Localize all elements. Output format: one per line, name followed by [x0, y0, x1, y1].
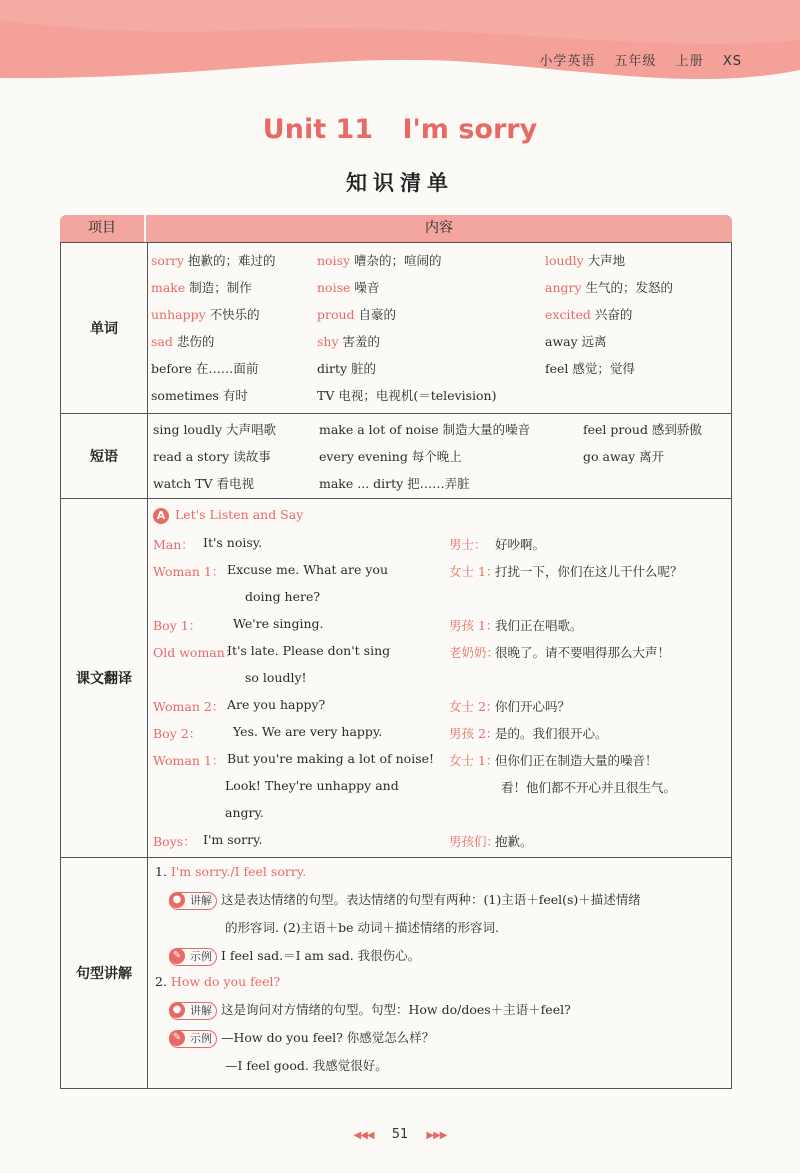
header-item: 项目	[60, 215, 144, 242]
pattern-heading	[155, 864, 306, 879]
word-zh: 自豪的	[358, 307, 397, 322]
example-text: —I feel good. 我感觉很好。	[225, 1058, 388, 1073]
word-entry	[545, 251, 625, 269]
pattern-number: 2.	[155, 974, 167, 989]
dialogue-zh: 我们正在唱歌。	[495, 618, 583, 633]
explain-text: 这是询问对方情绪的句型。句型：How do/does＋主语＋feel?	[221, 1002, 571, 1017]
word-entry	[317, 278, 379, 296]
word-zh: 感觉；觉得	[572, 361, 635, 376]
unit-number: Unit 11	[262, 114, 374, 145]
explain-text: 的形容词. (2)主语＋be 动词＋描述情绪的形容词.	[225, 920, 499, 935]
dialogue-zh-speaker: 男孩 2：	[449, 726, 499, 741]
example-line	[169, 946, 420, 966]
book-info	[525, 50, 742, 69]
book-subject: 小学英语	[539, 54, 596, 69]
pattern-heading	[155, 974, 280, 989]
unit-title	[0, 114, 800, 145]
word-entry	[317, 251, 442, 269]
explain-tag	[169, 892, 217, 910]
word-entry	[545, 359, 635, 377]
dialogue-en: Excuse me. What are you	[227, 562, 388, 577]
dialogue-zh-speaker: 老奶奶：	[449, 645, 500, 660]
knowledge-table	[60, 215, 732, 1089]
word-zh: 不快乐的	[209, 307, 260, 322]
dialogue-en: But you're making a lot of noise!	[227, 751, 435, 766]
word-en: make	[151, 280, 186, 295]
explain-icon: ●	[169, 892, 185, 908]
word-entry	[317, 386, 496, 404]
dialogue-zh: 很晚了。请不要唱得那么大声！	[495, 645, 671, 660]
dialogue-en: angry.	[225, 805, 264, 820]
dialogue-zh: 但你们正在制造大量的噪音！	[495, 753, 658, 768]
word-zh: 生气的；发怒的	[585, 280, 674, 295]
word-zh: 害羞的	[342, 334, 381, 349]
dialogue-zh: 是的。我们很开心。	[495, 726, 608, 741]
example-text: I feel sad.＝I am sad. 我很伤心。	[221, 948, 421, 963]
prev-arrows-icon: ◀◀◀	[353, 1130, 374, 1141]
dialogue-en: I'm sorry.	[203, 832, 263, 847]
word-en: TV	[317, 388, 335, 403]
pattern-number: 1.	[155, 864, 167, 879]
dialogue-zh: 看！他们都不开心并且很生气。	[501, 780, 677, 795]
example-line	[169, 1028, 434, 1048]
dialogue-speaker: Woman 2：	[153, 699, 225, 714]
word-entry	[317, 305, 396, 323]
example-line	[225, 1056, 388, 1074]
words-label: 单词	[61, 243, 148, 413]
dialogue-en: Are you happy?	[227, 697, 326, 712]
sentences-label: 句型讲解	[61, 858, 148, 1088]
translation-body	[149, 499, 731, 857]
explain-line	[169, 1000, 571, 1020]
word-en: sad	[151, 334, 173, 349]
dialogue-zh-speaker: 女士 2：	[449, 699, 499, 714]
dialogue-speaker: Old woman：	[153, 645, 238, 660]
dialogue-en: so loudly!	[245, 670, 307, 685]
phrase-entry: read a story 读故事	[153, 449, 271, 464]
phrases-row	[60, 414, 732, 499]
explain-line	[225, 918, 499, 936]
dialogue-zh: 打扰一下，你们在这儿干什么呢？	[495, 564, 683, 579]
explain-tag-text: 讲解	[190, 894, 212, 907]
phrase-entry: sing loudly 大声唱歌	[153, 422, 277, 437]
dialogue-en: Look! They're unhappy and	[225, 778, 399, 793]
section-title: Let's Listen and Say	[175, 507, 304, 522]
word-entry	[151, 386, 248, 404]
book-volume: 上册	[675, 54, 704, 69]
dialogue-speaker: Boy 2：	[153, 726, 202, 741]
word-en: excited	[545, 307, 591, 322]
word-en: before	[151, 361, 192, 376]
dialogue-speaker: Boy 1：	[153, 618, 202, 633]
word-en: away	[545, 334, 578, 349]
dialogue-en: It's late. Please don't sing	[227, 643, 391, 658]
table-header	[60, 215, 732, 242]
header-wave	[0, 0, 800, 92]
phrases-grid	[149, 414, 731, 498]
dialogue-en: doing here?	[245, 589, 321, 604]
dialogue-zh-speaker: 女士 1：	[449, 753, 499, 768]
explain-tag-text: 讲解	[190, 1004, 212, 1017]
phrase-entry: feel proud 感到骄傲	[583, 422, 702, 437]
word-en: noise	[317, 280, 351, 295]
dialogue-en: We're singing.	[233, 616, 324, 631]
translation-label: 课文翻译	[61, 499, 148, 857]
dialogue-zh: 抱歉。	[495, 834, 533, 849]
example-tag-text: 示例	[190, 1032, 212, 1045]
phrases-label: 短语	[61, 414, 148, 498]
dialogue-zh-speaker: 女士 1：	[449, 564, 499, 579]
dialogue-en: It's noisy.	[203, 535, 263, 550]
word-zh: 远离	[581, 334, 607, 349]
sentences-body	[149, 858, 731, 1088]
words-row	[60, 242, 732, 414]
pattern-text: I'm sorry./I feel sorry.	[170, 864, 307, 879]
word-zh: 大声地	[587, 253, 626, 268]
word-entry	[151, 332, 214, 350]
dialogue-speaker: Woman 1：	[153, 753, 225, 768]
word-entry	[317, 332, 380, 350]
page-subtitle: 知识清单	[346, 171, 454, 195]
pencil-icon: ✎	[169, 948, 185, 964]
words-grid	[149, 243, 731, 413]
example-tag	[169, 948, 217, 966]
word-entry	[151, 251, 275, 269]
dialogue-speaker: Boys：	[153, 834, 196, 849]
phrase-entry: make ... dirty 把……弄脏	[319, 476, 470, 491]
example-text: —How do you feel? 你感觉怎么样？	[221, 1030, 435, 1045]
pencil-icon: ✎	[169, 1030, 185, 1046]
word-en: sorry	[151, 253, 184, 268]
explain-text: 这是表达情绪的句型。表达情绪的句型有两种：(1)主语＋feel(s)＋描述情绪	[221, 892, 641, 907]
book-grade: 五年级	[614, 54, 657, 69]
explain-line	[169, 890, 641, 910]
sentences-row	[60, 858, 732, 1089]
example-tag-text: 示例	[190, 950, 212, 963]
word-en: loudly	[545, 253, 584, 268]
translation-row	[60, 499, 732, 858]
dialogue-en: Yes. We are very happy.	[233, 724, 383, 739]
page-footer	[0, 1127, 800, 1142]
dialogue-speaker: Man：	[153, 537, 194, 552]
section-badge: A	[153, 508, 169, 524]
section-heading	[153, 507, 303, 524]
word-en: sometimes	[151, 388, 219, 403]
next-arrows-icon: ▶▶▶	[426, 1130, 447, 1141]
word-zh: 有时	[222, 388, 248, 403]
dialogue-zh-speaker: 男孩 1：	[449, 618, 499, 633]
word-zh: 制造；制作	[189, 280, 252, 295]
word-entry	[151, 305, 260, 323]
word-zh: 嘈杂的；喧闹的	[354, 253, 442, 268]
word-en: noisy	[317, 253, 351, 268]
dialogue-zh-speaker: 男士：	[449, 537, 487, 552]
word-zh: 电视；电视机(＝television)	[338, 388, 497, 403]
book-edition: XS	[722, 54, 742, 69]
example-tag	[169, 1030, 217, 1048]
explain-tag	[169, 1002, 217, 1020]
unit-name: I'm sorry	[402, 114, 538, 145]
dialogue-zh-speaker: 男孩们：	[449, 834, 500, 849]
word-en: feel	[545, 361, 569, 376]
word-zh: 兴奋的	[594, 307, 633, 322]
word-entry	[151, 359, 258, 377]
dialogue-speaker: Woman 1：	[153, 564, 225, 579]
word-zh: 噪音	[354, 280, 380, 295]
word-en: unhappy	[151, 307, 206, 322]
word-entry	[545, 305, 632, 323]
word-zh: 脏的	[351, 361, 377, 376]
word-zh: 在……面前	[195, 361, 259, 376]
phrase-entry: make a lot of noise 制造大量的噪音	[319, 422, 531, 437]
word-entry	[151, 278, 252, 296]
page-number: 51	[391, 1127, 409, 1142]
dialogue-zh: 好吵啊。	[495, 537, 546, 552]
word-en: angry	[545, 280, 582, 295]
header-content: 内容	[146, 215, 732, 242]
word-entry	[545, 278, 673, 296]
dialogue-zh: 你们开心吗？	[495, 699, 571, 714]
word-en: proud	[317, 307, 355, 322]
explain-icon: ●	[169, 1002, 185, 1018]
phrase-entry: every evening 每个晚上	[319, 449, 462, 464]
phrase-entry: go away 离开	[583, 449, 665, 464]
word-en: dirty	[317, 361, 348, 376]
word-entry	[317, 359, 376, 377]
phrase-entry: watch TV 看电视	[153, 476, 255, 491]
word-entry	[545, 332, 607, 350]
word-zh: 悲伤的	[176, 334, 215, 349]
word-zh: 抱歉的；难过的	[187, 253, 276, 268]
word-en: shy	[317, 334, 339, 349]
pattern-text: How do you feel?	[170, 974, 281, 989]
